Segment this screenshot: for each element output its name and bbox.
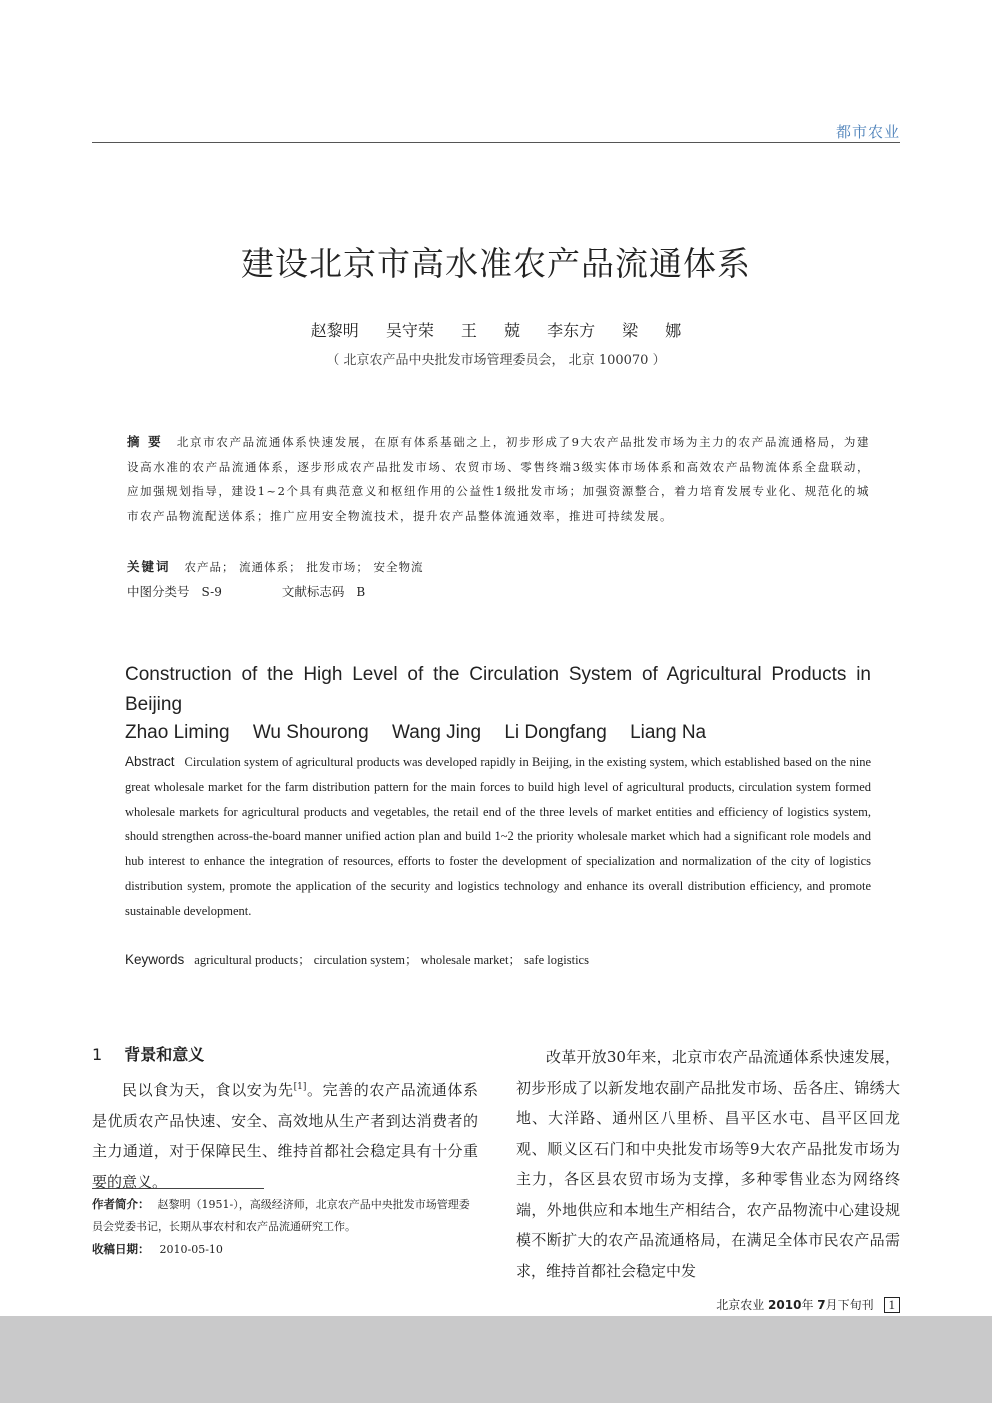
english-author: Wu Shourong xyxy=(252,722,369,743)
keywords-text: 农产品； 流通体系； 批发市场； 安全物流 xyxy=(184,560,424,574)
body-column-left xyxy=(92,1042,478,1197)
author-list: 赵黎明 吴守荣 王 兢 李东方 梁 娜 xyxy=(310,321,682,340)
body-column-right xyxy=(516,1042,900,1286)
abstract-label: 摘 要 xyxy=(127,434,163,449)
page-number: 1 xyxy=(884,1297,901,1313)
keywords-label: 关键词 xyxy=(127,559,171,574)
received-date-value: 2010-05-10 xyxy=(159,1243,223,1256)
footer-period: 月下旬刊 xyxy=(825,1298,874,1312)
english-author: Li Dongfang xyxy=(504,722,607,743)
footer-year: 2010 xyxy=(768,1298,802,1312)
received-date-label: 收稿日期： xyxy=(92,1242,150,1256)
footer-year-unit: 年 xyxy=(801,1298,814,1312)
affiliation: （ 北京农产品中央批发市场管理委员会， 北京 100070 ） xyxy=(326,353,666,368)
english-author-list xyxy=(125,722,724,744)
footer-journal: 北京农业 xyxy=(716,1298,765,1312)
citation-ref[interactable]: [1] xyxy=(293,1082,307,1092)
paragraph-text: 民以食为天，食以安为先 xyxy=(122,1081,294,1099)
page-footer xyxy=(716,1296,900,1313)
classification-line xyxy=(127,582,365,600)
footer-month: 7 xyxy=(817,1298,826,1312)
english-abstract xyxy=(125,750,871,924)
footnote-rule xyxy=(92,1188,264,1189)
body-paragraph: 改革开放30年来，北京市农产品流通体系快速发展，初步形成了以新发地农副产品批发市场、岳各庄、锦绣大地、大洋路、通州区八里桥、昌平区水屯、昌平区回龙观、顺义区石门和中央批发市场等9大农产品批发市场为主力，各区县农贸市场为支撑，多种零售业态为网络终端，外地供应和本地生产相结合，农产品物流中心建设规模不断扩大的农产品流通格局，在满足全体市民农产品需求，维持首都社会稳定中发 xyxy=(516,1048,900,1280)
english-title: Construction of the High Level of the Circulation System of Agricultural Products in Beijing xyxy=(125,664,871,715)
english-author: Zhao Liming xyxy=(125,722,230,743)
journal-section-label: 都市农业 xyxy=(835,123,900,141)
header-rule xyxy=(92,142,900,143)
english-author: Liang Na xyxy=(630,722,707,743)
footnote-author-label: 作者简介： xyxy=(92,1197,150,1211)
doc-code-value: B xyxy=(356,585,366,599)
paragraph-text: 。完善的农产品流通体系是优质农产品快速、安全、高效地从生产者到达消费者的主力通道，对于保障民生、维持首都社会稳定具有十分重要的意义。 xyxy=(92,1081,478,1191)
english-keywords-text: agricultural products； circulation system； wholesale market； safe logistics xyxy=(194,953,589,967)
clc-value: S-9 xyxy=(201,585,222,599)
english-abstract-text: Circulation system of agricultural products was developed rapidly in Beijing, in the existing system, which established based on the nine great wholesale market for the farm distribution pattern for the main forces to build high level of agricultural products, circulation system formed wholesale markets for agricultural products and vegetables, the retail end of the three levels of market entities and efficiency of logistics system, should strengthen across-the-board manner unified action plan and build 1~2 the priority wholesale market which had a significant role models and hub interest to enhance the integration of resources, efforts to foster the development of specialization and normalization of the city of logistics distribution system, promote the application of the security and logistics technology and enhance its overall distribution efficiency, and promote sustainable development. xyxy=(125,755,871,918)
abstract-text: 北京市农产品流通体系快速发展，在原有体系基础之上，初步形成了9大农产品批发市场为主力的农产品流通格局，为建设高水准的农产品流通体系，逐步形成农产品批发市场、农贸市场、零售终端3级实体市场体系和高效农产品物流体系全盘联动，应加强规划指导，建设1~2个具有典范意义和枢纽作用的公益性1级批发市场；加强资源整合，着力培育发展专业化、规范化的城市农产品物流配送体系；推广应用安全物流技术，提升农产品整体流通效率，推进可持续发展。 xyxy=(127,435,871,523)
chinese-abstract xyxy=(127,430,870,528)
footer-band xyxy=(0,1316,992,1403)
chinese-keywords xyxy=(127,557,423,575)
section-title: 背景和意义 xyxy=(124,1045,205,1064)
received-date xyxy=(92,1241,223,1257)
english-keywords-label: Keywords xyxy=(125,952,185,967)
clc-label: 中图分类号 xyxy=(127,584,190,599)
body-paragraph xyxy=(92,1072,478,1197)
footnote-author-text: 赵黎明（1951-），高级经济师，北京农产品中央批发市场管理委员会党委书记，长期从事农村和农产品流通研究工作。 xyxy=(92,1198,470,1233)
article-title: 建设北京市高水准农产品流通体系 xyxy=(241,244,751,283)
author-footnote xyxy=(92,1193,478,1238)
section-heading xyxy=(92,1042,478,1068)
doc-code-label: 文献标志码 xyxy=(281,584,345,599)
english-keywords xyxy=(125,950,589,968)
english-author: Wang Jing xyxy=(391,722,482,743)
section-number: 1 xyxy=(92,1045,103,1064)
english-abstract-label: Abstract xyxy=(125,754,175,769)
